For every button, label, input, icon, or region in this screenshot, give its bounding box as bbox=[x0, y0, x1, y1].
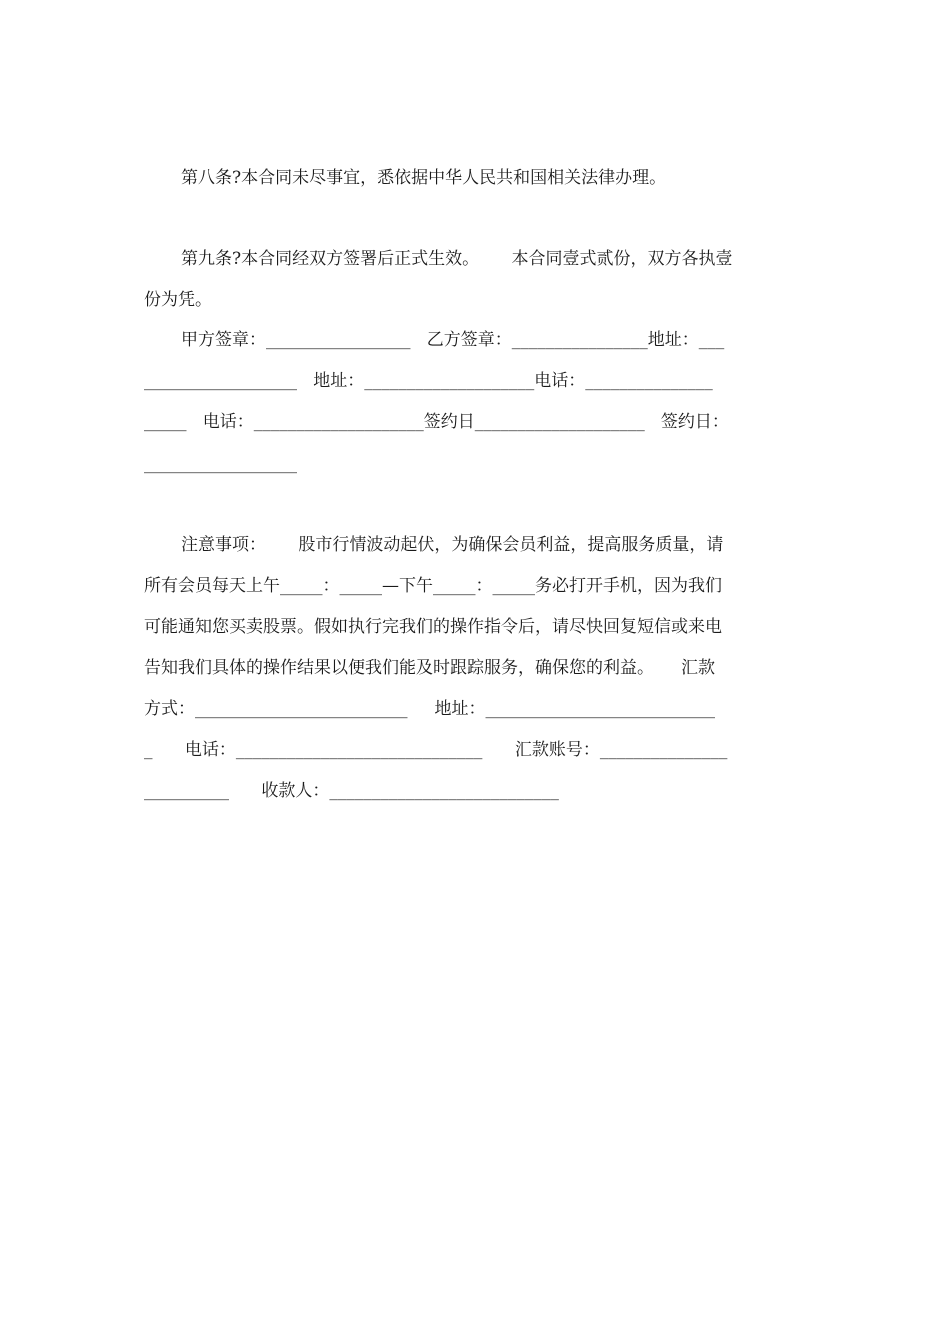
notice-line-6: _ 电话：_____________________________ 汇款账号：_______________ bbox=[144, 740, 728, 760]
article-8: 第八条?本合同未尽事宜，悉依据中华人民共和国相关法律办理。 bbox=[181, 168, 667, 188]
notice-line-1: 注意事项： 股市行情波动起伏，为确保会员利益，提高服务质量，请 bbox=[181, 535, 724, 555]
signature-line-1: 甲方签章：_________________ 乙方签章：________________地址：___ bbox=[181, 330, 725, 350]
notice-line-2: 所有会员每天上午_____：_____—下午_____：_____务必打开手机，因为我们 bbox=[144, 576, 722, 596]
notice-line-7: __________ 收款人：___________________________ bbox=[144, 781, 559, 801]
article-9-line-1: 第九条?本合同经双方签署后正式生效。 本合同壹式贰份，双方各执壹 bbox=[181, 249, 733, 269]
notice-line-5: 方式：_________________________ 地址：___________________________ bbox=[144, 699, 716, 719]
signature-line-4: __________________ bbox=[144, 454, 297, 474]
notice-line-4: 告知我们具体的操作结果以便我们能及时跟踪服务，确保您的利益。 汇款 bbox=[144, 658, 716, 678]
article-9-line-2: 份为凭。 bbox=[144, 290, 212, 310]
notice-line-3: 可能通知您买卖股票。假如执行完我们的操作指令后，请尽快回复短信或来电 bbox=[144, 617, 722, 637]
signature-line-2: __________________ 地址：____________________电话：_______________ bbox=[144, 371, 713, 391]
signature-line-3: _____ 电话：____________________签约日____________________ 签约日： bbox=[144, 412, 729, 432]
